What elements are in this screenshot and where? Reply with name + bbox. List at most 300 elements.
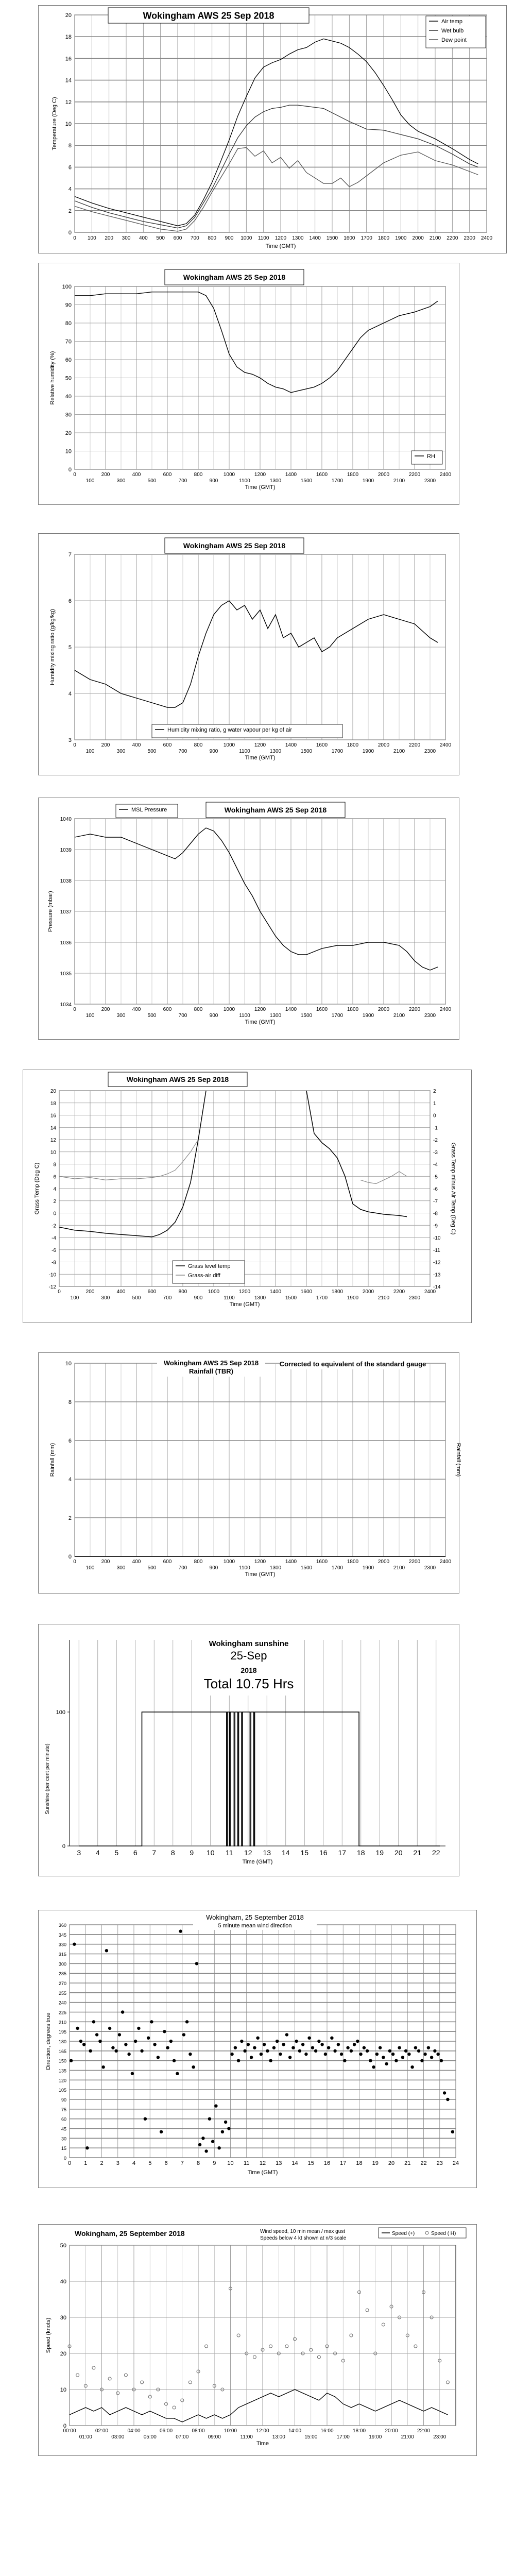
y-tick-label: 18 <box>65 34 72 41</box>
x-tick-label: 1700 <box>331 749 344 754</box>
y-tick-label: 1035 <box>60 971 72 977</box>
y-tick-label: 0 <box>68 1554 72 1560</box>
x-tick-label: 17:00 <box>336 2434 350 2440</box>
x-tick-label: 100 <box>85 749 95 754</box>
y2-tick-label: -1 <box>433 1125 438 1131</box>
direction-point <box>388 2049 391 2053</box>
x-tick-label: 700 <box>178 478 187 484</box>
rainfall-chart-panel <box>38 1352 459 1594</box>
direction-point <box>269 2059 272 2062</box>
x-tick-label: 1800 <box>347 1007 359 1012</box>
chart-title: Wokingham, 25 September 2018 <box>75 2229 185 2238</box>
x-tick-label: 300 <box>116 1565 126 1571</box>
x-tick-label: 1600 <box>316 1559 328 1565</box>
x-tick-label: 22 <box>420 2160 427 2166</box>
x-tick-label: 12 <box>259 2160 266 2166</box>
y-tick-label: 150 <box>58 2058 66 2064</box>
x-tick-label: 9 <box>213 2160 216 2166</box>
x-tick-label: 7 <box>152 1849 157 1857</box>
direction-point <box>185 2020 188 2023</box>
y-tick-label: 1036 <box>60 940 72 946</box>
x-tick-label: 700 <box>190 235 199 241</box>
x-tick-label: 23 <box>436 2160 443 2166</box>
x-tick-label: 1300 <box>269 749 282 754</box>
x-tick-label: 0 <box>73 472 76 478</box>
x-tick-label: 800 <box>178 1289 187 1295</box>
y-tick-label: 4 <box>68 186 72 193</box>
direction-point <box>114 2049 117 2053</box>
x-tick-label: 1000 <box>223 472 235 478</box>
x-tick-label: 1400 <box>309 235 321 241</box>
x-tick-label: 18 <box>356 2160 363 2166</box>
y-axis-label: Pressure (mbar) <box>47 891 54 932</box>
direction-point <box>414 2046 417 2049</box>
wind-speed-chart <box>39 2225 476 2455</box>
x-tick-label: 11:00 <box>240 2434 253 2440</box>
x-tick-label: 18 <box>356 1849 365 1857</box>
y-tick-label: 1034 <box>60 1002 72 1008</box>
y-tick-label: 2 <box>68 208 72 214</box>
y-tick-label: 10 <box>50 1149 56 1156</box>
x-tick-label: 12:00 <box>256 2428 269 2434</box>
direction-point <box>394 2059 398 2062</box>
x-tick-label: 03:00 <box>111 2434 125 2440</box>
y-tick-label: 70 <box>65 338 72 345</box>
x-tick-label: 14 <box>291 2160 298 2166</box>
direction-point <box>451 2130 454 2133</box>
direction-point <box>382 2056 385 2059</box>
chart-subtitle: 25-Sep <box>230 1649 267 1662</box>
direction-point <box>121 2010 124 2013</box>
direction-point <box>221 2130 224 2133</box>
y-tick-label: 240 <box>58 2000 66 2006</box>
x-tick-label: 400 <box>139 235 148 241</box>
x-tick-label: 19 <box>372 2160 379 2166</box>
y-tick-label: 75 <box>61 2107 66 2112</box>
x-tick-label: 400 <box>116 1289 126 1295</box>
x-tick-label: 1900 <box>347 1295 359 1301</box>
x-tick-label: 1900 <box>395 235 407 241</box>
direction-point <box>433 2049 436 2053</box>
direction-point <box>253 2046 256 2049</box>
x-tick-label: 200 <box>105 235 114 241</box>
x-tick-label: 1400 <box>285 1007 297 1012</box>
plot-grid <box>70 1925 456 2158</box>
direction-point <box>398 2046 401 2049</box>
x-tick-label: 8 <box>170 1849 175 1857</box>
direction-point <box>79 2040 82 2043</box>
x-tick-label: 1500 <box>300 478 313 484</box>
direction-point <box>291 2046 295 2049</box>
x-tick-label: 500 <box>132 1295 141 1301</box>
y-tick-label: 20 <box>65 12 72 19</box>
direction-point <box>204 2149 208 2153</box>
y-tick-label: 10 <box>65 1361 72 1367</box>
x-tick-label: 100 <box>70 1295 79 1301</box>
direction-point <box>95 2033 98 2036</box>
x-tick-label: 600 <box>163 742 172 748</box>
y-tick-label: 80 <box>65 320 72 327</box>
y-tick-label: 315 <box>58 1952 66 1957</box>
x-axis-label: Time (GMT) <box>245 755 276 761</box>
x-tick-label: 500 <box>147 1013 157 1019</box>
direction-point <box>240 2040 243 2043</box>
plot-grid <box>75 1363 445 1556</box>
y-tick-label: 0 <box>53 1211 56 1217</box>
x-tick-label: 1800 <box>347 742 359 748</box>
x-tick-label: 900 <box>209 1565 218 1571</box>
y-tick-label: 18 <box>50 1100 56 1107</box>
direction-point <box>211 2140 214 2143</box>
legend-label: Grass-air diff <box>188 1273 220 1279</box>
x-tick-label: 15:00 <box>304 2434 318 2440</box>
x-tick-label: 0 <box>58 1289 61 1295</box>
plot-grid <box>75 15 487 232</box>
x-tick-label: 1700 <box>331 1565 344 1571</box>
mixing-ratio-chart <box>39 534 459 775</box>
x-tick-label: 400 <box>132 472 141 478</box>
y-tick-label: 0 <box>62 1843 65 1850</box>
x-tick-label: 800 <box>194 1559 203 1565</box>
y-tick-label: 1038 <box>60 878 72 884</box>
x-tick-label: 08:00 <box>192 2428 205 2434</box>
x-axis-label: Time (GMT) <box>265 243 296 249</box>
y-tick-label: 195 <box>58 2029 66 2035</box>
direction-point <box>76 2027 79 2030</box>
x-tick-label: 2200 <box>447 235 458 241</box>
y-axis-label: Direction, degrees true <box>45 2012 52 2070</box>
chart-title: Wokingham AWS 25 Sep 2018 <box>143 10 274 21</box>
direction-point <box>247 2043 250 2046</box>
x-tick-label: 24 <box>452 2160 459 2166</box>
direction-point <box>427 2046 430 2049</box>
x-tick-label: 0 <box>73 1007 76 1012</box>
x-tick-label: 19:00 <box>369 2434 382 2440</box>
x-tick-label: 200 <box>85 1289 95 1295</box>
x-tick-label: 300 <box>116 1013 126 1019</box>
y-tick-label: 3 <box>68 737 72 743</box>
direction-point <box>243 2049 246 2053</box>
x-tick-label: 20:00 <box>385 2428 398 2434</box>
x-tick-label: 01:00 <box>79 2434 92 2440</box>
direction-point <box>301 2043 304 2046</box>
direction-point <box>279 2053 282 2056</box>
direction-point <box>423 2053 426 2056</box>
x-tick-label: 2400 <box>439 1007 452 1012</box>
y-tick-label: 360 <box>58 1923 66 1928</box>
y-tick-label: 20 <box>60 2351 66 2357</box>
x-tick-label: 23:00 <box>433 2434 447 2440</box>
temperature-chart-panel <box>38 5 507 253</box>
chart-year: 2018 <box>241 1666 257 1674</box>
x-tick-label: 09:00 <box>208 2434 221 2440</box>
y-tick-label: 30 <box>60 2315 66 2321</box>
direction-point <box>304 2053 307 2056</box>
temperature-chart <box>39 6 506 253</box>
x-tick-label: 800 <box>194 472 203 478</box>
x-tick-label: 19 <box>375 1849 384 1857</box>
x-tick-label: 1900 <box>362 478 374 484</box>
direction-point <box>224 2121 227 2124</box>
y-tick-label: 40 <box>60 2279 66 2285</box>
x-tick-label: 1300 <box>292 235 304 241</box>
direction-point <box>98 2040 101 2043</box>
x-tick-label: 2400 <box>480 235 493 241</box>
direction-point <box>173 2059 176 2062</box>
x-tick-label: 1000 <box>241 235 252 241</box>
direction-point <box>260 2053 263 2056</box>
x-tick-label: 2000 <box>377 472 390 478</box>
y2-tick-label: 0 <box>433 1113 436 1119</box>
pressure-chart <box>39 798 459 1039</box>
y-tick-label: 8 <box>68 143 72 149</box>
x-tick-label: 13 <box>276 2160 282 2166</box>
x-tick-label: 1100 <box>239 749 250 754</box>
x-tick-label: 12 <box>244 1849 252 1857</box>
direction-point <box>150 2020 153 2023</box>
direction-point <box>237 2059 240 2062</box>
direction-point <box>230 2053 233 2056</box>
x-tick-label: 100 <box>85 1013 95 1019</box>
x-tick-label: 10:00 <box>224 2428 237 2434</box>
x-tick-label: 2100 <box>377 1295 390 1301</box>
direction-point <box>192 2065 195 2069</box>
direction-point <box>256 2037 259 2040</box>
x-tick-label: 2100 <box>393 1565 405 1571</box>
x-tick-label: 1500 <box>300 749 313 754</box>
y-tick-label: -4 <box>52 1235 56 1241</box>
legend-label: Speed ( H) <box>431 2231 456 2236</box>
x-tick-label: 8 <box>196 2160 200 2166</box>
x-tick-label: 14 <box>281 1849 290 1857</box>
direction-point <box>163 2030 166 2033</box>
y-tick-label: 100 <box>56 1709 65 1716</box>
y-tick-label: 10 <box>65 448 72 455</box>
direction-point <box>176 2072 179 2075</box>
chart-title: Wokingham AWS 25 Sep 2018 <box>183 541 286 550</box>
x-tick-label: 600 <box>163 472 172 478</box>
x-tick-label: 07:00 <box>176 2434 189 2440</box>
direction-point <box>111 2046 114 2049</box>
x-axis-label: Time (GMT) <box>247 2170 278 2176</box>
x-tick-label: 1400 <box>285 472 297 478</box>
x-tick-label: 1400 <box>269 1289 282 1295</box>
series-line-sunshine <box>79 1712 440 1846</box>
y-axis-label: Grass Temp (Deg C) <box>34 1162 40 1215</box>
x-tick-label: 5 <box>148 2160 152 2166</box>
y-tick-label: 135 <box>58 2068 66 2074</box>
y-tick-label: 60 <box>65 357 72 363</box>
direction-point <box>144 2117 147 2121</box>
x-tick-label: 2100 <box>393 1013 405 1019</box>
x-tick-label: 1900 <box>362 749 374 754</box>
direction-point <box>105 1949 108 1952</box>
x-tick-label: 1500 <box>300 1565 313 1571</box>
y-tick-label: 4 <box>68 691 72 697</box>
legend-label: Air temp <box>441 19 462 25</box>
x-tick-label: 4 <box>95 1849 100 1857</box>
y-tick-label: 20 <box>50 1089 56 1094</box>
x-tick-label: 200 <box>101 1007 110 1012</box>
x-tick-label: 900 <box>225 235 234 241</box>
x-tick-label: 1200 <box>238 1289 251 1295</box>
y-tick-label: 270 <box>58 1981 66 1986</box>
x-tick-label: 600 <box>163 1007 172 1012</box>
y2-tick-label: -14 <box>433 1284 441 1290</box>
x-tick-label: 10 <box>227 2160 234 2166</box>
x-tick-label: 800 <box>194 742 203 748</box>
x-tick-label: 1500 <box>300 1013 313 1019</box>
x-axis-label: Time (GMT) <box>242 1859 273 1865</box>
x-tick-label: 900 <box>209 1013 218 1019</box>
y-tick-label: 300 <box>58 1961 66 1967</box>
x-tick-label: 1400 <box>285 1559 297 1565</box>
direction-point <box>324 2053 327 2056</box>
y-tick-label: -2 <box>52 1223 56 1229</box>
direction-point <box>320 2043 323 2046</box>
x-tick-label: 2 <box>100 2160 104 2166</box>
x-tick-label: 06:00 <box>159 2428 173 2434</box>
plot-grid <box>59 1091 430 1286</box>
direction-point <box>359 2053 362 2056</box>
x-tick-label: 1400 <box>285 742 297 748</box>
x-tick-label: 00:00 <box>63 2428 76 2434</box>
x-tick-label: 2000 <box>377 1007 390 1012</box>
x-tick-label: 600 <box>147 1289 157 1295</box>
direction-point <box>407 2053 410 2056</box>
x-tick-label: 500 <box>147 1565 157 1571</box>
y-tick-label: 255 <box>58 1990 66 1996</box>
direction-point <box>401 2056 404 2059</box>
y2-tick-label: -12 <box>433 1260 441 1266</box>
y-tick-label: 165 <box>58 2048 66 2054</box>
x-tick-label: 200 <box>101 1559 110 1565</box>
y-tick-label: 30 <box>65 412 72 418</box>
y2-tick-label: -13 <box>433 1272 441 1278</box>
direction-point <box>73 1943 76 1946</box>
direction-point <box>350 2049 353 2053</box>
wind-direction-chart <box>39 1910 476 2188</box>
x-tick-label: 20 <box>394 1849 403 1857</box>
chart-title: Wokingham AWS 25 Sep 2018 <box>126 1075 229 1083</box>
x-tick-label: 2200 <box>408 1559 421 1565</box>
x-tick-label: 2300 <box>424 478 436 484</box>
x-tick-label: 700 <box>178 749 187 754</box>
x-tick-label: 1800 <box>331 1289 344 1295</box>
y-tick-label: 100 <box>62 284 72 290</box>
x-tick-label: 300 <box>122 235 131 241</box>
direction-point <box>227 2127 230 2130</box>
x-tick-label: 2300 <box>464 235 475 241</box>
y-tick-label: 8 <box>53 1162 56 1168</box>
y2-axis-label: Grass Temp minus Air Temp (Deg C) <box>450 1142 456 1235</box>
x-tick-label: 2200 <box>393 1289 405 1295</box>
x-tick-label: 2100 <box>429 235 441 241</box>
direction-point <box>160 2130 163 2133</box>
y-axis-label: Relative humidity (%) <box>49 351 56 405</box>
x-tick-label: 1 <box>84 2160 88 2166</box>
direction-point <box>353 2043 356 2046</box>
direction-point <box>333 2049 336 2053</box>
y2-tick-label: -7 <box>433 1198 438 1205</box>
chart-title: Wokingham AWS 25 Sep 2018 <box>224 805 327 814</box>
y-tick-label: 120 <box>58 2078 66 2083</box>
x-axis-label: Time <box>256 2441 269 2447</box>
plot-grid <box>75 554 445 740</box>
y-axis-label: Speed (knots) <box>45 2317 52 2353</box>
y-tick-label: 14 <box>65 77 72 84</box>
direction-point <box>137 2027 140 2030</box>
x-tick-label: 900 <box>209 749 218 754</box>
sunshine-chart <box>39 1624 459 1876</box>
x-tick-label: 1200 <box>254 472 266 478</box>
x-tick-label: 400 <box>132 1559 141 1565</box>
x-tick-label: 2000 <box>377 742 390 748</box>
x-tick-label: 300 <box>116 749 126 754</box>
y-tick-label: 2 <box>53 1198 56 1205</box>
humidity-chart-panel <box>38 263 459 505</box>
x-tick-label: 400 <box>132 1007 141 1012</box>
legend-label: RH <box>427 453 435 460</box>
x-tick-label: 1000 <box>208 1289 220 1295</box>
x-tick-label: 3 <box>116 2160 119 2166</box>
x-tick-label: 300 <box>116 478 126 484</box>
legend-label: Dew point <box>441 37 467 43</box>
direction-point <box>198 2143 201 2146</box>
x-axis-label: Time (GMT) <box>245 484 276 490</box>
y-tick-label: 225 <box>58 2010 66 2015</box>
x-tick-label: 2100 <box>393 749 405 754</box>
y-tick-label: 1037 <box>60 909 72 915</box>
x-tick-label: 2400 <box>424 1289 436 1295</box>
x-tick-label: 1600 <box>300 1289 313 1295</box>
legend-label: Wet bulb <box>441 28 464 34</box>
direction-point <box>101 2065 105 2069</box>
direction-point <box>327 2046 330 2049</box>
legend-label: Speed (+) <box>392 2231 415 2236</box>
x-tick-label: 16:00 <box>320 2428 334 2434</box>
grass-temp-chart-panel <box>23 1070 472 1323</box>
direction-point <box>330 2037 333 2040</box>
x-tick-label: 21:00 <box>401 2434 414 2440</box>
direction-point <box>430 2056 433 2059</box>
direction-point <box>272 2046 276 2049</box>
direction-point <box>195 1962 198 1965</box>
y2-tick-label: -6 <box>433 1187 438 1192</box>
y-axis-label: Rainfall (mm) <box>49 1443 56 1477</box>
wind-speed-chart-panel <box>38 2224 477 2456</box>
direction-point <box>250 2056 253 2059</box>
y-tick-label: 45 <box>61 2126 66 2132</box>
y-tick-label: 0 <box>68 230 72 236</box>
direction-point <box>118 2033 121 2036</box>
direction-point <box>134 2040 137 2043</box>
x-tick-label: 1800 <box>347 472 359 478</box>
x-tick-label: 800 <box>194 1007 203 1012</box>
y-tick-label: 20 <box>65 430 72 436</box>
direction-point <box>404 2049 407 2053</box>
y-tick-label: 2 <box>68 1515 72 1521</box>
direction-point <box>208 2117 211 2121</box>
x-tick-label: 17 <box>338 1849 347 1857</box>
x-tick-label: 1300 <box>254 1295 266 1301</box>
y-tick-label: 6 <box>68 598 72 604</box>
x-tick-label: 1600 <box>344 235 355 241</box>
chart-subtitle: 5 minute mean wind direction <box>218 1923 292 1929</box>
x-tick-label: 2200 <box>408 742 421 748</box>
x-tick-label: 9 <box>190 1849 194 1857</box>
x-tick-label: 2200 <box>408 1007 421 1012</box>
